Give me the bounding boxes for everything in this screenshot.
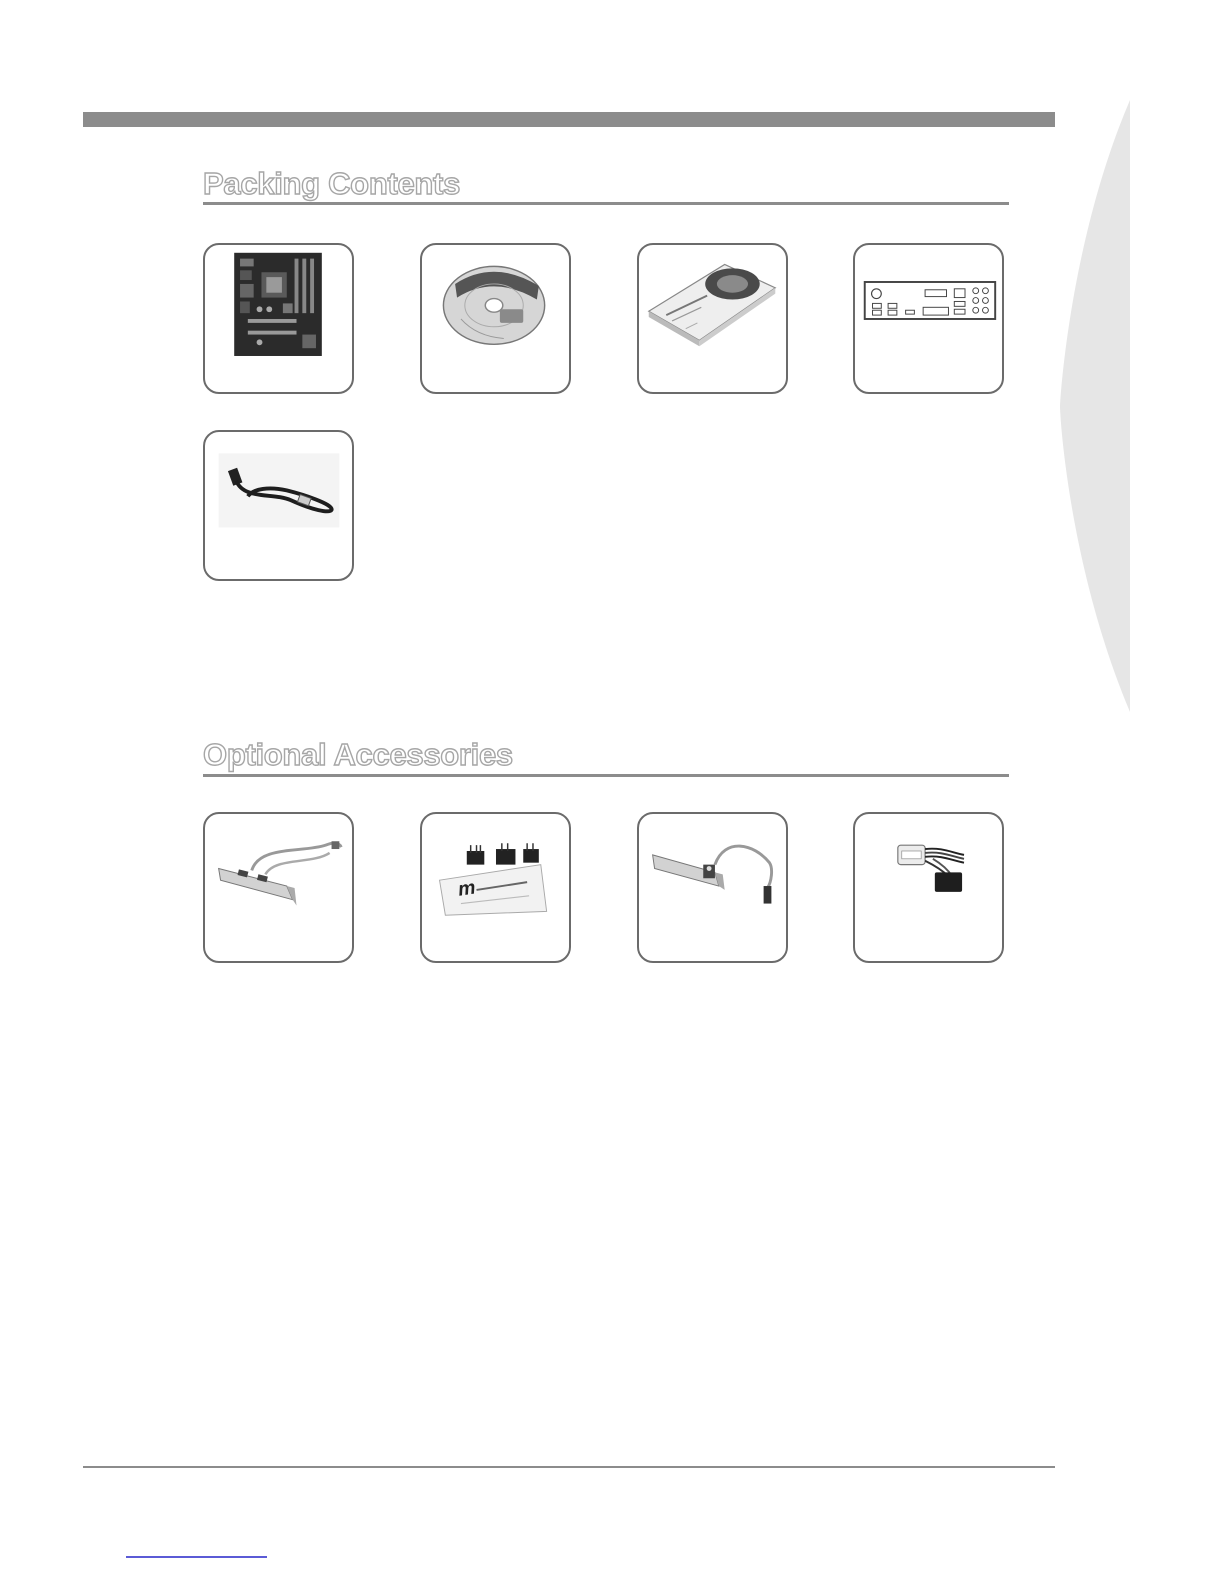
- sata-power-cable-card: [853, 812, 1004, 963]
- optional-accessories-title: Optional Accessories: [203, 737, 513, 772]
- sata-cable-card: [203, 430, 354, 581]
- usb-bracket-card: [203, 812, 354, 963]
- spdif-bracket-icon: [639, 814, 786, 961]
- footer-rule: [83, 1466, 1055, 1468]
- spdif-bracket-card: [637, 812, 788, 963]
- driver-dvd-icon: [422, 245, 569, 392]
- motherboard-card: [203, 243, 354, 394]
- user-guide-icon: [639, 245, 786, 392]
- sata-power-cable-icon: [855, 814, 1002, 961]
- m-connector-icon: [422, 814, 569, 961]
- io-shield-icon: [855, 245, 1002, 392]
- sata-cable-icon: [205, 432, 352, 579]
- header-bar: [83, 112, 1055, 127]
- user-guide-card: [637, 243, 788, 394]
- svg-text:m: m: [456, 876, 477, 901]
- chapter-side-tab: [1060, 100, 1130, 712]
- io-shield-card: [853, 243, 1004, 394]
- footer-link-underline[interactable]: [126, 1556, 267, 1558]
- optional-accessories-rule: [203, 774, 1009, 777]
- driver-dvd-card: [420, 243, 571, 394]
- m-connector-card: [420, 812, 571, 963]
- packing-contents-title: Packing Contents: [203, 166, 461, 201]
- packing-contents-rule: [203, 202, 1009, 205]
- motherboard-icon: [205, 245, 352, 392]
- usb-bracket-icon: [205, 814, 352, 961]
